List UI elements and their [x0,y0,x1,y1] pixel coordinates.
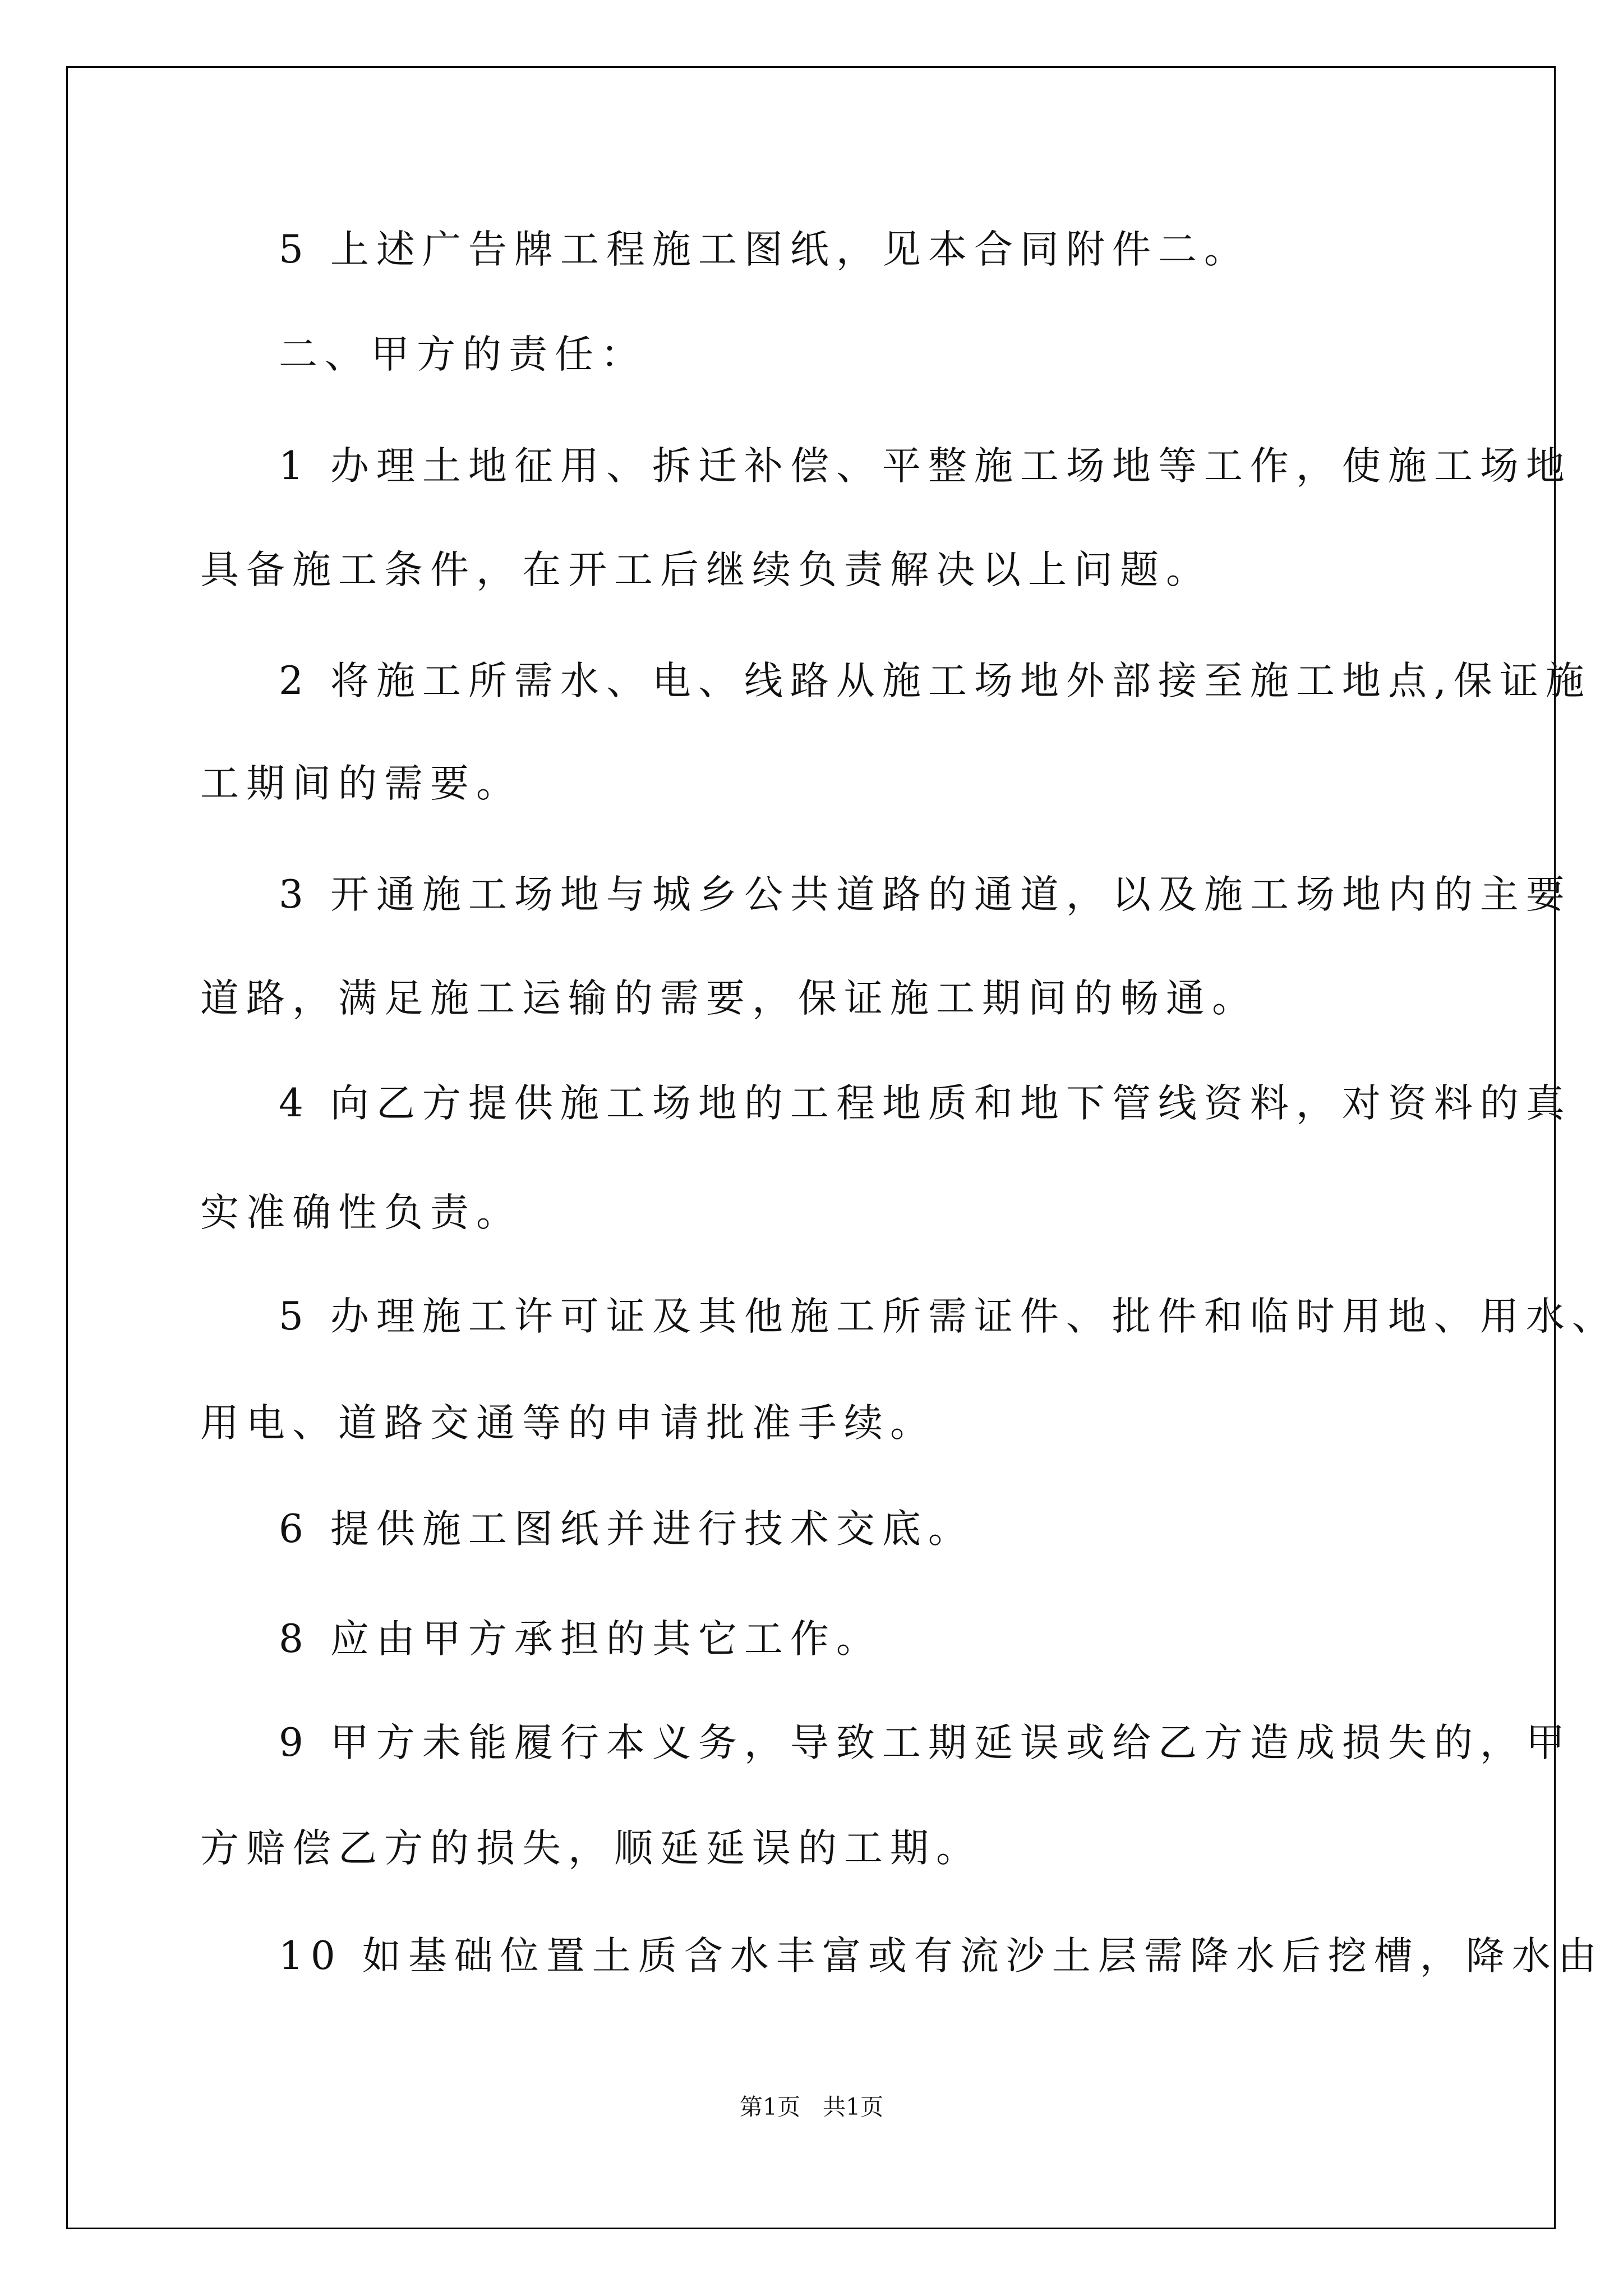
paragraph-line: 实准确性负责。 [200,1190,522,1235]
paragraph-line: 工期间的需要。 [200,761,522,806]
paragraph-line: 用电、道路交通等的申请批准手续。 [200,1401,936,1446]
page-total: 共1页 [823,2093,884,2120]
paragraph-line: 5 办理施工许可证及其他施工所需证件、批件和临时用地、用水、 [279,1294,1618,1339]
paragraph-line: 4 向乙方提供施工场地的工程地质和地下管线资料，对资料的真 [279,1081,1572,1126]
paragraph-line: 5 上述广告牌工程施工图纸，见本合同附件二。 [279,227,1250,272]
paragraph-line: 1 办理土地征用、拆迁补偿、平整施工场地等工作，使施工场地 [279,444,1572,489]
paragraph-line: 6 提供施工图纸并进行技术交底。 [279,1507,974,1552]
paragraph-line: 10 如基础位置土质含水丰富或有流沙土层需降水后挖槽，降水由 [279,1934,1604,1978]
paragraph-line: 8 应由甲方承担的其它工作。 [279,1617,882,1662]
section-heading: 二、甲方的责任： [279,332,647,377]
paragraph-line: 道路，满足施工运输的需要，保证施工期间的畅通。 [200,976,1258,1021]
paragraph-line: 方赔偿乙方的损失，顺延延误的工期。 [200,1826,982,1871]
page-number: 第1页 [739,2093,800,2120]
page-footer [0,2090,1623,2124]
paragraph-line: 具备施工条件，在开工后继续负责解决以上问题。 [200,547,1212,592]
paragraph-line: 3 开通施工场地与城乡公共道路的通道，以及施工场地内的主要 [279,872,1572,917]
paragraph-line: 9 甲方未能履行本义务，导致工期延误或给乙方造成损失的，甲 [279,1720,1572,1765]
page-border [66,66,1556,2229]
paragraph-line: 2 将施工所需水、电、线路从施工场地外部接至施工地点,保证施 [279,659,1592,703]
